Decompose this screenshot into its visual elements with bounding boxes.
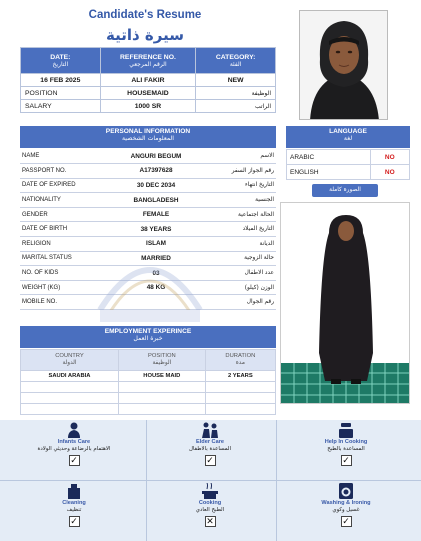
date-header: DATE: التاريخ bbox=[21, 48, 101, 74]
skill-name: Washing & Ironing bbox=[321, 500, 371, 506]
salary-label-arabic: الراتب bbox=[196, 100, 276, 113]
language-table bbox=[286, 149, 410, 180]
field-label-arabic: الديانة bbox=[214, 237, 276, 252]
skill-name: Help In Cooking bbox=[324, 439, 368, 445]
skill-name-arabic: الطبخ العادي bbox=[195, 507, 225, 513]
elder-care-icon bbox=[201, 422, 219, 438]
field-value: 03 bbox=[98, 266, 214, 281]
personal-info-row bbox=[20, 222, 276, 237]
position-label-arabic: الوظيفة bbox=[196, 87, 276, 100]
skill-name-arabic: الاهتمام بالرضاعة وحديثي الولادة bbox=[37, 446, 111, 452]
field-label-arabic: رقم الجواز السفر bbox=[214, 164, 276, 179]
employment-table bbox=[20, 349, 276, 415]
empty-cell bbox=[21, 404, 119, 415]
field-value: ISLAM bbox=[98, 237, 214, 252]
resume-title: Candidate's Resume bbox=[88, 9, 202, 21]
reference-header: REFERENCE NO. الرقم المرجعي bbox=[100, 48, 196, 74]
skill-name-arabic: المساعدة بالطبخ bbox=[327, 446, 365, 452]
empty-cell bbox=[21, 393, 119, 404]
employment-country: SAUDI ARABIA bbox=[21, 371, 119, 382]
checkbox-unchecked: ✕ bbox=[206, 516, 214, 526]
checkbox-checked: ✓ bbox=[342, 516, 350, 526]
checkbox-checked: ✓ bbox=[70, 455, 78, 465]
cleaning-icon bbox=[65, 483, 83, 499]
full-photo-label: الصورة كاملة bbox=[312, 184, 378, 197]
field-label: PASSPORT NO. bbox=[20, 164, 98, 179]
field-label-arabic: الوزن (كيلو) bbox=[214, 280, 276, 295]
personal-info-row bbox=[20, 164, 276, 179]
skill-name-arabic: المساعدة بالاطفال bbox=[188, 446, 232, 452]
field-value: MARRIED bbox=[98, 251, 214, 266]
column-duration: DURATION مدة bbox=[205, 350, 275, 371]
category-value: NEW bbox=[196, 74, 276, 87]
field-value: ANGURI BEGUM bbox=[98, 149, 214, 164]
field-label: WEIGHT (KG) bbox=[20, 280, 98, 295]
skill-elder-care bbox=[146, 422, 274, 466]
field-label: NATIONALITY bbox=[20, 193, 98, 208]
divider bbox=[0, 480, 421, 481]
empty-cell bbox=[21, 382, 119, 393]
skill-name: Elder Care bbox=[196, 439, 224, 445]
field-label-arabic: الحالة اجتماعية bbox=[214, 207, 276, 222]
date-value: 16 FEB 2025 bbox=[21, 74, 101, 87]
empty-cell bbox=[205, 393, 275, 404]
skill-name: Cleaning bbox=[62, 500, 86, 506]
skill-name-arabic: تنظيف bbox=[66, 507, 82, 513]
skill-cooking bbox=[146, 483, 274, 527]
agency-watermark bbox=[90, 240, 210, 330]
candidate-full-photo bbox=[280, 202, 410, 404]
field-label: NAME bbox=[20, 149, 98, 164]
field-value: 38 YEARS bbox=[98, 222, 214, 237]
field-value: FEMALE bbox=[98, 207, 214, 222]
field-label: DATE OF BIRTH bbox=[20, 222, 98, 237]
employment-duration: 2 YEARS bbox=[205, 371, 275, 382]
field-label-arabic: رقم الجوال bbox=[214, 295, 276, 310]
skill-name: Infants Care bbox=[57, 439, 91, 445]
personal-info-row bbox=[20, 207, 276, 222]
position-label: POSITION bbox=[21, 87, 101, 100]
empty-cell bbox=[205, 382, 275, 393]
washing-icon bbox=[337, 483, 355, 499]
empty-cell bbox=[118, 382, 205, 393]
skill-cleaning bbox=[10, 483, 138, 527]
position-value: HOUSEMAID bbox=[100, 87, 196, 100]
salary-value: 1000 SR bbox=[100, 100, 196, 113]
field-label-arabic: التاريخ انتهاء bbox=[214, 178, 276, 193]
checkbox-checked: ✓ bbox=[206, 455, 214, 465]
field-value: 48 KG bbox=[98, 280, 214, 295]
summary-table bbox=[20, 47, 276, 113]
reference-value: ALI FAKIR bbox=[100, 74, 196, 87]
cooking-help-icon bbox=[337, 422, 355, 438]
column-position: POSITION الوظيفة bbox=[118, 350, 205, 371]
employment-position: HOUSE MAID bbox=[118, 371, 205, 382]
empty-cell bbox=[118, 393, 205, 404]
field-label: MARITAL STATUS bbox=[20, 251, 98, 266]
salary-label: SALARY bbox=[21, 100, 101, 113]
field-value: 30 DEC 2034 bbox=[98, 178, 214, 193]
personal-info-row bbox=[20, 149, 276, 164]
candidate-headshot bbox=[299, 10, 388, 120]
field-label: NO. OF KIDS bbox=[20, 266, 98, 281]
empty-cell bbox=[118, 404, 205, 415]
field-value: BANGLADESH bbox=[98, 193, 214, 208]
field-label-arabic: حالة الزوجية bbox=[214, 251, 276, 266]
personal-info-row bbox=[20, 193, 276, 208]
field-label: RELIGION bbox=[20, 237, 98, 252]
cooking-icon bbox=[201, 483, 219, 499]
skill-infants-care bbox=[10, 422, 138, 466]
infant-icon bbox=[65, 422, 83, 438]
skill-washing-ironing bbox=[282, 483, 410, 527]
resume-title-arabic: سيرة ذاتية bbox=[106, 26, 184, 44]
language-name: ENGLISH bbox=[287, 165, 371, 180]
field-value: A17397628 bbox=[98, 164, 214, 179]
skills-panel bbox=[0, 420, 421, 541]
field-label: GENDER bbox=[20, 207, 98, 222]
field-label-arabic: الجنسية bbox=[214, 193, 276, 208]
field-label-arabic: عدد الاطفال bbox=[214, 266, 276, 281]
personal-info-header: PERSONAL INFORMATION المعلومات الشخصية bbox=[20, 126, 276, 148]
category-header: CATEGORY: الفئة bbox=[196, 48, 276, 74]
skill-name-arabic: غسيل وكوي bbox=[332, 507, 360, 513]
language-header: LANGUAGE لغة bbox=[286, 126, 410, 148]
language-level: NO bbox=[370, 150, 409, 165]
field-label-arabic: التاريخ الميلاد bbox=[214, 222, 276, 237]
language-name: ARABIC bbox=[287, 150, 371, 165]
field-label-arabic: الاسم bbox=[214, 149, 276, 164]
field-label: MOBILE NO. bbox=[20, 295, 98, 310]
checkbox-checked: ✓ bbox=[342, 455, 350, 465]
skill-help-in-cooking bbox=[282, 422, 410, 466]
checkbox-checked: ✓ bbox=[70, 516, 78, 526]
column-country: COUNTRY الدولة bbox=[21, 350, 119, 371]
empty-cell bbox=[205, 404, 275, 415]
personal-info-row bbox=[20, 178, 276, 193]
field-label: DATE OF EXPIRED bbox=[20, 178, 98, 193]
language-level: NO bbox=[370, 165, 409, 180]
skill-name: Cooking bbox=[198, 500, 222, 506]
employment-header: EMPLOYMENT EXPERINCE خبرة العمل bbox=[20, 326, 276, 348]
